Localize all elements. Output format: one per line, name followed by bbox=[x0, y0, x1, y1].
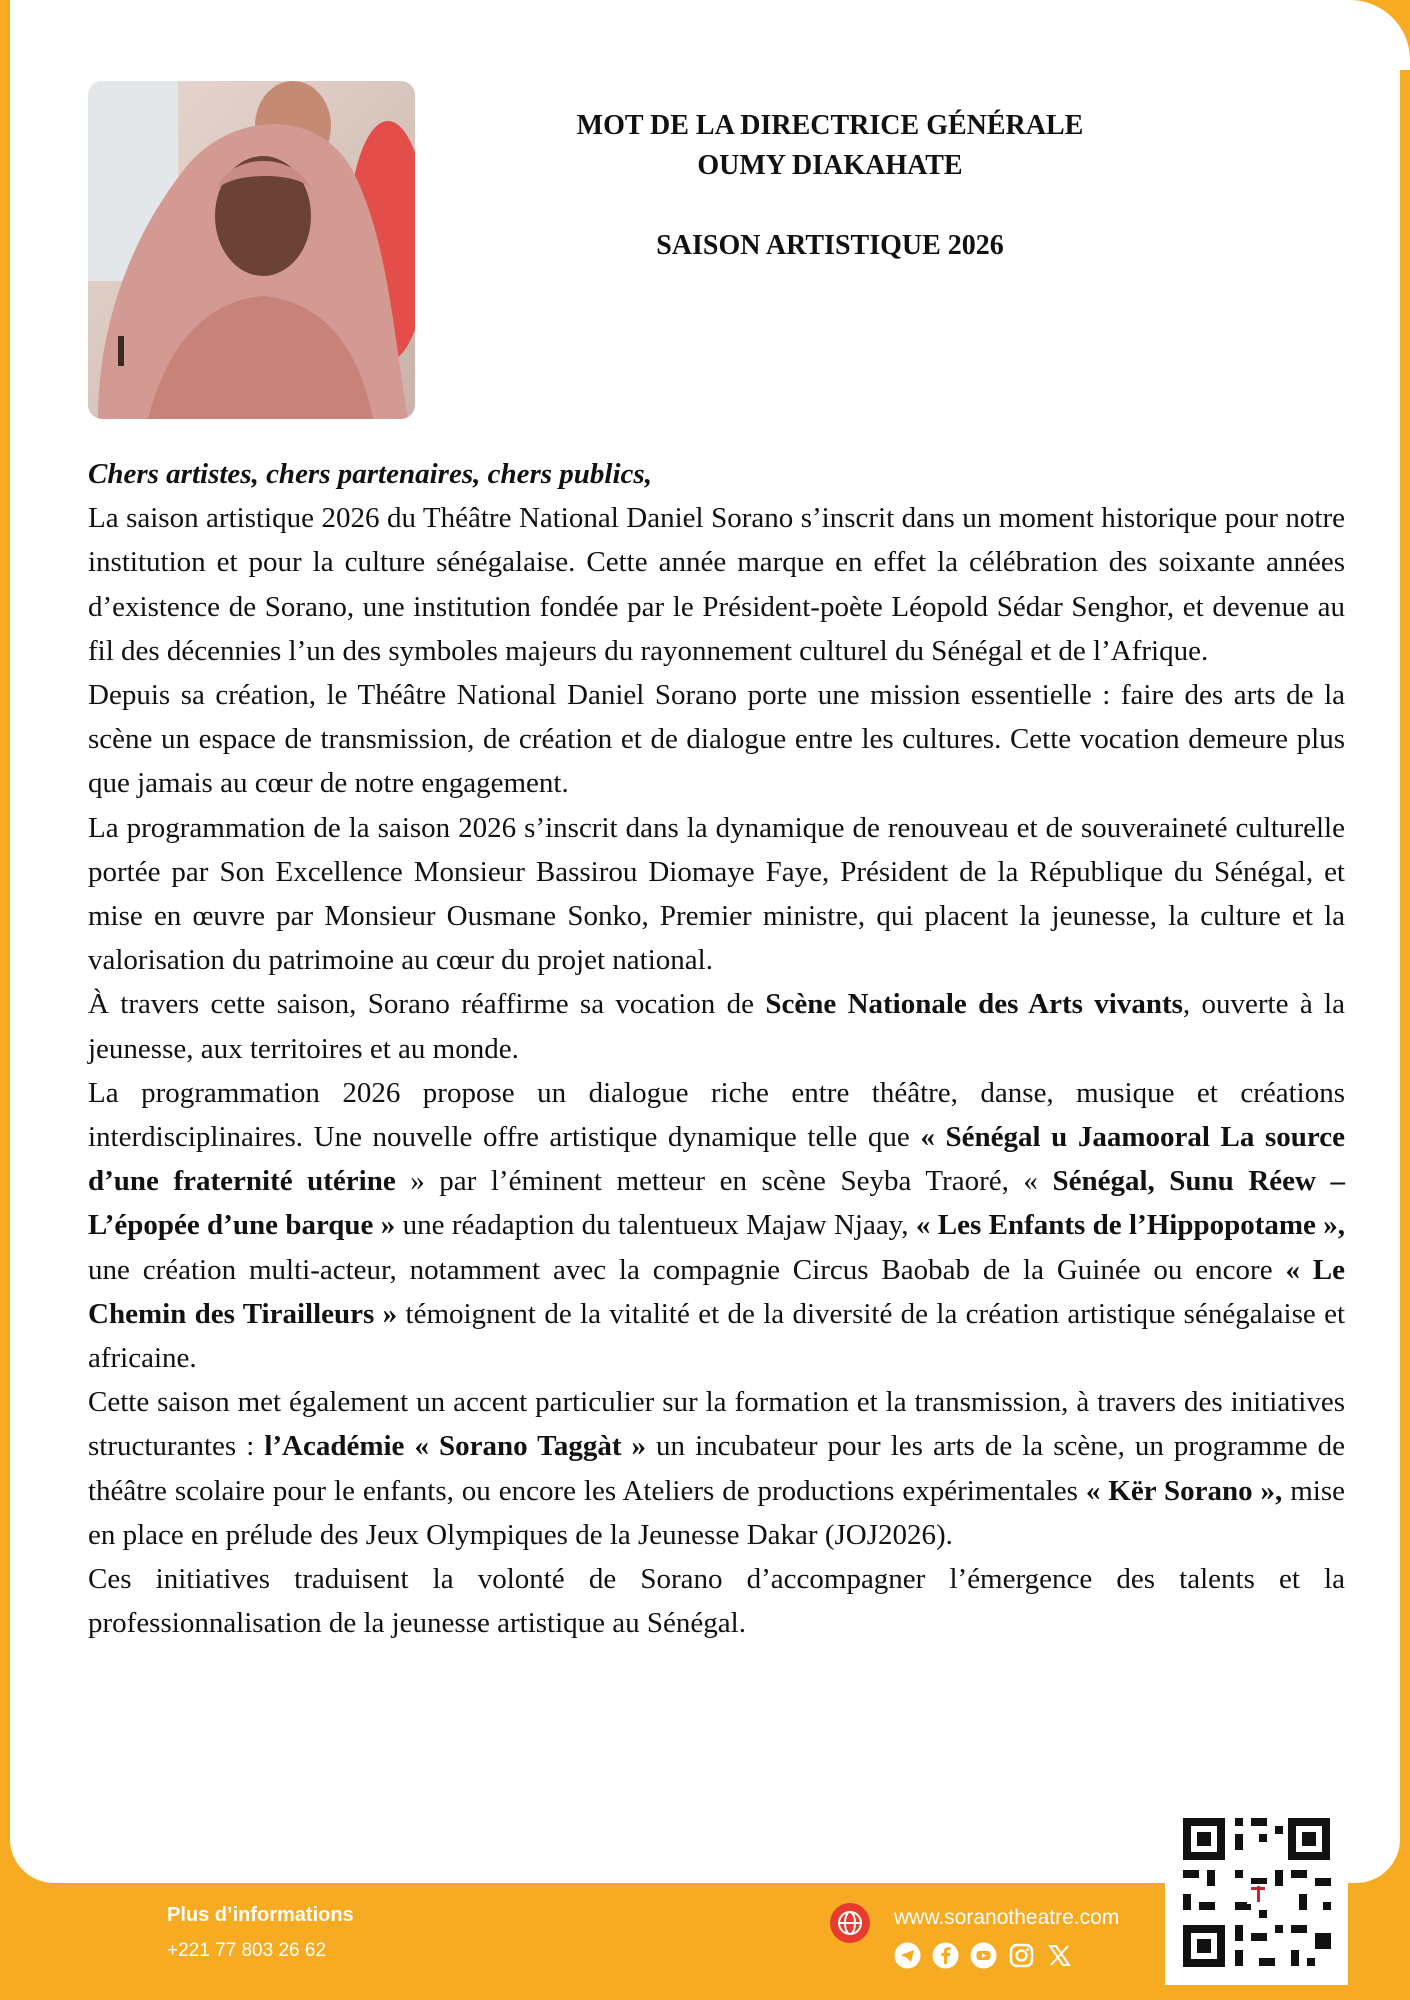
phone-number[interactable]: +221 77 803 26 62 bbox=[167, 1940, 327, 1961]
p5-title-3: « Les Enfants de l’Hippopotame », bbox=[915, 1209, 1345, 1242]
paragraph-7: Ces initiatives traduisent la volonté de Sorano d’accompagner l’émergence des talents et la professionnalisation de la jeunesse artistique au Sénégal. bbox=[88, 1563, 1345, 1640]
p5-text-g: une création multi-acteur, notamment avec la compagnie Circus Baobab de la Guinée ou encore bbox=[88, 1253, 1286, 1286]
p6-text-c: un incubateur pour les arts de la scène, un programme de théâtre scolaire pour le enfants, ou encore les Ateliers de productions expérimentales bbox=[88, 1430, 1346, 1507]
youtube-icon[interactable] bbox=[970, 1942, 997, 1969]
p4-text-end: , ouverte à la jeunesse, aux territoires et au monde. bbox=[88, 988, 1345, 1065]
footer-contact bbox=[167, 1902, 354, 1964]
qr-code[interactable] bbox=[1165, 1800, 1348, 1985]
p6-text-a: Cette saison met également un accent particulier sur la formation et la transmission, à travers des initiatives structurantes : bbox=[88, 1386, 1345, 1463]
letter-body bbox=[88, 452, 1345, 1645]
director-photo bbox=[88, 81, 415, 419]
paragraph-5 bbox=[88, 1071, 1345, 1380]
p6-academy: l’Académie « Sorano Taggàt » bbox=[264, 1430, 647, 1463]
globe-icon bbox=[830, 1903, 870, 1943]
paragraph-6 bbox=[88, 1380, 1345, 1557]
corner-decoration bbox=[1340, 0, 1410, 70]
telegram-icon[interactable] bbox=[894, 1942, 921, 1969]
x-icon[interactable] bbox=[1046, 1942, 1073, 1969]
salutation: Chers artistes, chers partenaires, chers publics, bbox=[88, 458, 652, 490]
p4-text: À travers cette saison, Sorano réaffirme sa vocation de bbox=[88, 988, 766, 1021]
website-link[interactable]: www.soranotheatre.com bbox=[894, 1906, 1120, 1929]
p5-text-i: témoignent de la vitalité et de la diversité de la création artistique sénégalaise et africaine. bbox=[88, 1297, 1345, 1375]
heading-name: OUMY DIAKAHATE bbox=[697, 150, 963, 181]
heading-season: SAISON ARTISTIQUE 2026 bbox=[656, 230, 1004, 261]
p6-ker-sorano: « Kër Sorano », bbox=[1085, 1474, 1283, 1507]
paragraph-3: La programmation de la saison 2026 s’inscrit dans la dynamique de renouveau et de souveraineté culturelle portée par Son Excellence Monsieur Bassirou Diomaye Faye, Président de la République du Sénégal, et mise en œuvre par Monsieur Ousmane Sonko, Premier ministre, qui placent la jeunesse, la culture et la valorisation du patrimoine au cœur du projet national. bbox=[88, 811, 1345, 977]
paragraph-1: La saison artistique 2026 du Théâtre National Daniel Sorano s’inscrit dans un moment historique pour notre institution et pour la culture sénégalaise. Cette année marque en effet la célébration des soixante années d’existence de Sorano, une institution fondée par le Président-poète Léopold Sédar Senghor, et devenue au fil des décennies l’un des symboles majeurs du rayonnement culturel du Sénégal et de l’Afrique. bbox=[88, 502, 1345, 667]
p6-text-e: mise en place en prélude des Jeux Olympiques de la Jeunesse Dakar (JOJ2026). bbox=[88, 1474, 1345, 1551]
p4-bold: Scène Nationale des Arts vivants bbox=[765, 988, 1183, 1021]
social-icons bbox=[894, 1942, 1073, 1969]
p5-title-1: « Sénégal u Jaamooral La source d’une fraternité utérine bbox=[88, 1121, 1345, 1198]
paragraph-2: Depuis sa création, le Théâtre National Daniel Sorano porte une mission essentielle : faire des arts de la scène un espace de transmission, de création et de dialogue entre les cultures. Cette vocation demeure plus que jamais au cœur de notre engagement. bbox=[88, 679, 1345, 800]
instagram-icon[interactable] bbox=[1008, 1942, 1035, 1969]
p5-title-4: « Le Chemin des Tirailleurs » bbox=[88, 1253, 1346, 1330]
p5-title-2: Sénégal, Sunu Réew – L’épopée d’une barque » bbox=[88, 1165, 1345, 1242]
p5-text-c: » par l’éminent metteur en scène Seyba Traoré, « bbox=[395, 1165, 1053, 1198]
heading-title: MOT DE LA DIRECTRICE GÉNÉRALE bbox=[576, 110, 1084, 141]
facebook-icon[interactable] bbox=[932, 1942, 959, 1969]
paragraph-4 bbox=[88, 982, 1345, 1070]
info-label: Plus d’informations bbox=[167, 1904, 354, 1926]
p5-text-a: La programmation 2026 propose un dialogue riche entre théâtre, danse, musique et créations interdisciplinaires. Une nouvelle offre artistique dynamique telle que bbox=[88, 1076, 1345, 1154]
letter-heading bbox=[470, 106, 1190, 266]
p5-text-e: une réadaption du talentueux Majaw Njaay, bbox=[395, 1209, 916, 1242]
